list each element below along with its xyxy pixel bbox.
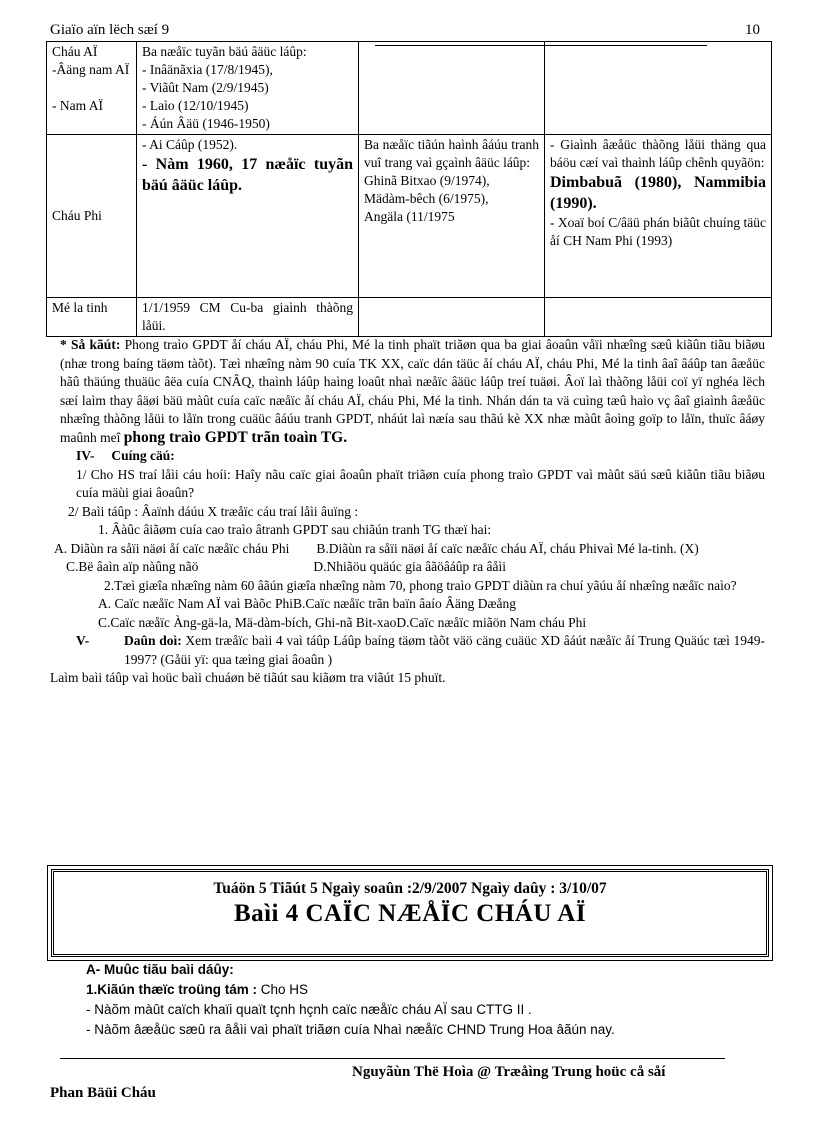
region-line: - Nam AÏ xyxy=(52,98,103,113)
table-row-latin xyxy=(47,298,772,337)
lesson-title-box xyxy=(51,869,769,957)
event-line: Angäla (11/1975 xyxy=(364,209,455,224)
option-b: B.Diãùn ra såïi näøi åí caïc næåïc cháu AÏ, cháu Phivaì Mé la-tinh. (X) xyxy=(316,540,699,556)
event-line: - Áún Âäü (1946-1950) xyxy=(142,116,270,131)
region-asia xyxy=(47,42,137,135)
section-title: Cuíng cäú: xyxy=(111,448,175,463)
footer-school: Phan Bäüi Cháu xyxy=(50,1085,156,1101)
region-line: Cháu AÏ xyxy=(52,44,98,59)
event-line: Ba næåïc tuyãn bäú âäüc láûp: xyxy=(142,44,307,59)
summary-emphasis: phong traìo GPDT trãn toaìn TG. xyxy=(123,428,348,446)
events-africa xyxy=(137,135,359,298)
summary-table xyxy=(46,41,772,337)
empty-cell xyxy=(359,42,545,135)
section-5-text xyxy=(124,632,765,669)
event-highlight: - Nàm 1960, 17 næåïc tuyãn bäú âäüc láûp. xyxy=(142,156,353,194)
event-line: Ghinã Bitxao (9/1974), xyxy=(364,173,490,188)
summary-paragraph xyxy=(50,336,765,447)
knowledge-label: 1.Kiãún thæïc troüng tám : xyxy=(86,982,258,997)
empty-cell xyxy=(545,298,772,337)
events-asia xyxy=(137,42,359,135)
question-2-1-options-cd xyxy=(50,558,765,577)
section-5 xyxy=(50,632,765,669)
knowledge-value: Cho HS xyxy=(260,982,309,997)
option-d: D.Nhiãöu quäúc gia âãöâáûp ra âåìi xyxy=(313,559,507,574)
objectives-knowledge xyxy=(86,980,766,1000)
table-row-asia xyxy=(47,42,772,135)
region-line-blank xyxy=(52,79,131,97)
event-line: Ba næåïc tiãún haình âáúu tranh vuî trang vaì gçaình âäüc láûp: xyxy=(364,137,539,170)
events-latin: 1/1/1959 CM Cu-ba giaình thàõng låüi. xyxy=(137,298,359,337)
question-2-2: 2.Tæì giæîa nhæîng nàm 60 âãún giæîa nhæîng nàm 70, phong traìo GPDT diãùn ra chuí yãúu åí nhæîng næåïc naìo? xyxy=(104,577,737,593)
section-number: IV- xyxy=(76,448,95,463)
event-line: Mädàm-bêch (6/1975), xyxy=(364,191,489,206)
header-left: Giaïo aïn lëch sæí 9 xyxy=(50,22,170,38)
event-line: - Inâänãxia (17/8/1945), xyxy=(142,62,273,77)
question-2-1: 1. Âàûc âiãøm cuía cao traìo âtranh GPDT sau chiãún tranh TG thæï hai: xyxy=(98,522,492,537)
option-a: A. Diãùn ra såïi näøi åí caïc næåïc cháu Phi xyxy=(54,540,290,556)
summary-end: maûnh meî xyxy=(60,429,121,445)
table-row-africa xyxy=(47,135,772,298)
objectives xyxy=(86,960,766,1040)
question-1: 1/ Cho HS traí låìi cáu hoíi: Haîy nãu caïc giai âoaûn phaït triãøn cuía phong traìo GPDT vaì màût säú sæû kiãûn tiãu biãøu cuía mäùi giai âoaûn? xyxy=(76,466,765,500)
section-5-body: Xem træåïc baìi 4 vaì táûp Láûp baíng täøm tàõt väö cäng cuäüc XD âáút næåïc åí Trung Quäúc tæì 1949-1997? (Gåüi yï: qua tæìng giai âoaûn ) xyxy=(124,633,765,667)
objective-item: - Nàõm màût caïch khaïi quaït tçnh hçnh caïc næåïc cháu AÏ sau CTTG II . xyxy=(86,1002,532,1017)
section-title: Daûn doì: xyxy=(124,633,182,648)
event-line: - Ai Cáûp (1952). xyxy=(142,137,238,152)
region-africa: Cháu Phi xyxy=(47,135,137,298)
question-2: 2/ Baìi táûp : Âaïnh dáúu X træåïc cáu traí låìi âuïng : xyxy=(68,503,359,519)
question-2-2-options-cd: C.Caïc næåïc Àng-gä-la, Mä-dàm-bích, Ghi-nã Bit-xaoD.Caïc næåïc miãön Nam cháu Phi xyxy=(98,614,587,630)
event-line: - Viãût Nam (2/9/1945) xyxy=(142,80,269,95)
region-line: -Âäng nam AÏ xyxy=(52,62,130,77)
question-2-2-options-ab: A. Caïc næåïc Nam AÏ vaì Bàõc PhiB.Caïc næåïc trãn baïn âaío Âäng Dæång xyxy=(98,596,517,611)
event-line: - Xoaï boí C/âäü phán biãût chuíng täüc åí CH Nam Phi (1993) xyxy=(550,215,766,248)
lesson-body xyxy=(50,336,765,688)
region-latin: Mé la tinh xyxy=(47,298,137,337)
elections-cell xyxy=(545,135,772,298)
event-line: - Laìo (12/10/1945) xyxy=(142,98,249,113)
question-2-1-options-ab xyxy=(50,540,765,559)
option-c: C.Bë âaìn aïp nàûng nãö xyxy=(66,559,199,574)
section-4-heading xyxy=(50,447,765,466)
event-line: - Giaình âæåüc thàõng låüi thäng qua báöu cæí vaì thaình láûp chênh quyãön: xyxy=(550,137,766,170)
empty-cell xyxy=(545,42,772,135)
objective-item: - Nàõm âæåüc sæû ra âåìi vaì phaït triãøn cuía Nhaì næåïc CHND Trung Hoa âãún nay. xyxy=(86,1022,615,1037)
lesson-title: Baìi 4 CAÏC NÆÅÏC CHÁU AÏ xyxy=(233,900,587,927)
empty-cell xyxy=(359,298,545,337)
lesson-week-line: Tuáön 5 Tiãút 5 Ngaìy soaûn :2/9/2007 Ngaìy daûy : 3/10/07 xyxy=(213,880,607,897)
summary-text: Phong traìo GPDT åí cháu AÏ, cháu Phi, Mé la tinh phaït triãøn qua ba giai âoaûn våïi nhæîng sæû kiãûn tiãu biãøu (nhæ trong baíng täøm tàõt). Tæì nhæîng nàm 90 cuía TK XX, caïc dán täüc åí cháu AÏ, cháu Phi, Mé la tinh âaî âáûp tan âæåüc hãû thäúng thuäüc âëa cuía CNÂQ, thaình láûp haìng loaût nhaì næåïc âäüc láûp treí tuäøi. Âoï laì thàõng låüi coï yï nghéa lëch sæí laìm thay âäøi bäü màût cuía caïc næåïc åí cháu AÏ, cháu Phi, Mé la tinh. Nhán dán ta vä cuìng tæû haìo vç âaî giaình âæåüc nhæîng thàõng låüi to låïn trong cuäüc âáúu tranh GPDT, nháút laì næía sau thãú kè XX nhæ màût âoìng goïp to låïn, thuïc âáøy xyxy=(60,337,765,426)
footer-rule xyxy=(60,1058,725,1059)
footer-author: Nguyãùn Thë Hoìa @ Træåìng Trung hoüc cå såí xyxy=(352,1064,666,1080)
event-highlight: Dimbabuã (1980), Nammibia (1990). xyxy=(550,174,766,212)
homework: Laìm baìi táûp vaì hoüc baìi chuáøn bë tiãút sau kiãøm tra viãút 15 phuït. xyxy=(50,670,446,685)
section-number: V- xyxy=(76,633,90,648)
armed-struggle-cell xyxy=(359,135,545,298)
summary-label: * Så kãút: xyxy=(60,337,121,352)
page-number: 10 xyxy=(745,22,760,38)
objectives-heading: A- Muûc tiãu baìi dáûy: xyxy=(86,962,234,977)
